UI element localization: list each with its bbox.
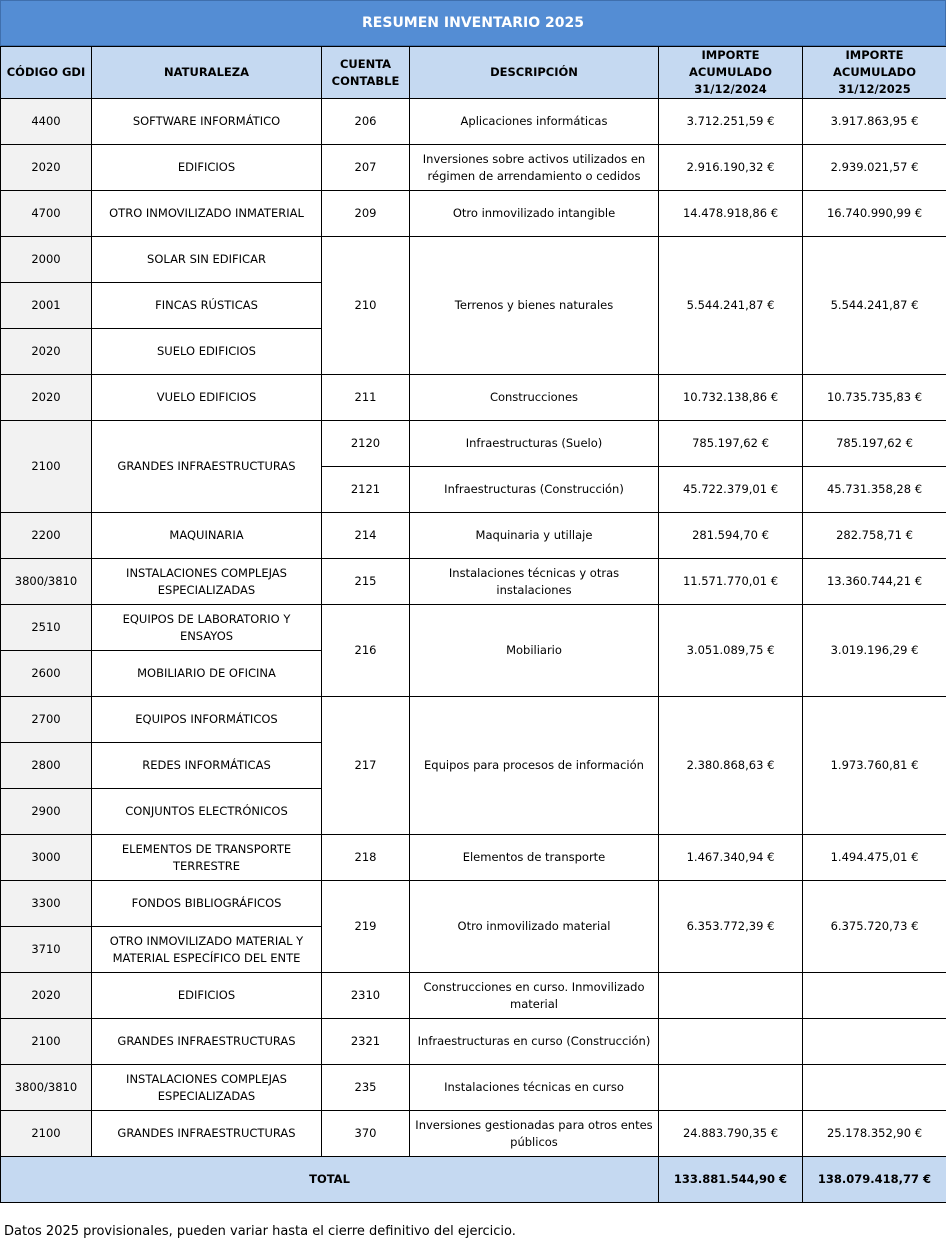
cell-importe-2025: [803, 973, 946, 1019]
cell-naturaleza: GRANDES INFRAESTRUCTURAS: [92, 1019, 322, 1065]
cell-codigo: 2600: [1, 651, 92, 697]
header-descripcion: DESCRIPCIÓN: [410, 47, 659, 99]
table-row: [1, 973, 946, 1019]
cell-importe-2024: 5.544.241,87 €: [659, 237, 803, 375]
total-importe-2025: 138.079.418,77 €: [803, 1157, 946, 1203]
cell-importe-2024: 6.353.772,39 €: [659, 881, 803, 973]
header-row: [1, 47, 946, 99]
cell-naturaleza: OTRO INMOVILIZADO MATERIAL Y MATERIAL ESPECÍFICO DEL ENTE: [92, 927, 322, 973]
cell-importe-2024: 45.722.379,01 €: [659, 467, 803, 513]
table-row: [1, 881, 946, 927]
cell-naturaleza: OTRO INMOVILIZADO INMATERIAL: [92, 191, 322, 237]
cell-importe-2025: 5.544.241,87 €: [803, 237, 946, 375]
cell-importe-2025: 1.973.760,81 €: [803, 697, 946, 835]
cell-descripcion: Equipos para procesos de información: [410, 697, 659, 835]
cell-cuenta: 216: [322, 605, 410, 697]
cell-cuenta: 214: [322, 513, 410, 559]
cell-naturaleza: MAQUINARIA: [92, 513, 322, 559]
cell-importe-2024: 281.594,70 €: [659, 513, 803, 559]
cell-cuenta: 207: [322, 145, 410, 191]
cell-codigo: 3800/3810: [1, 559, 92, 605]
cell-naturaleza: GRANDES INFRAESTRUCTURAS: [92, 1111, 322, 1157]
cell-importe-2024: 1.467.340,94 €: [659, 835, 803, 881]
cell-descripcion: Instalaciones técnicas y otras instalaciones: [410, 559, 659, 605]
cell-naturaleza: EQUIPOS DE LABORATORIO Y ENSAYOS: [92, 605, 322, 651]
cell-naturaleza: EDIFICIOS: [92, 973, 322, 1019]
cell-codigo: 3710: [1, 927, 92, 973]
cell-importe-2025: [803, 1019, 946, 1065]
cell-naturaleza: INSTALACIONES COMPLEJAS ESPECIALIZADAS: [92, 1065, 322, 1111]
cell-descripcion: Otro inmovilizado material: [410, 881, 659, 973]
cell-importe-2024: 14.478.918,86 €: [659, 191, 803, 237]
cell-importe-2024: [659, 973, 803, 1019]
cell-importe-2024: 24.883.790,35 €: [659, 1111, 803, 1157]
cell-descripcion: Terrenos y bienes naturales: [410, 237, 659, 375]
cell-codigo: 2100: [1, 421, 92, 513]
cell-importe-2024: 2.916.190,32 €: [659, 145, 803, 191]
header-importe-2025: IMPORTE ACUMULADO 31/12/2025: [803, 47, 946, 99]
cell-descripcion: Infraestructuras (Construcción): [410, 467, 659, 513]
cell-importe-2025: 3.019.196,29 €: [803, 605, 946, 697]
cell-importe-2025: 10.735.735,83 €: [803, 375, 946, 421]
cell-naturaleza: SOFTWARE INFORMÁTICO: [92, 99, 322, 145]
cell-cuenta: 211: [322, 375, 410, 421]
header-codigo: CÓDIGO GDI: [1, 47, 92, 99]
cell-naturaleza: CONJUNTOS ELECTRÓNICOS: [92, 789, 322, 835]
cell-importe-2024: [659, 1019, 803, 1065]
cell-codigo: 2020: [1, 375, 92, 421]
cell-descripcion: Construcciones: [410, 375, 659, 421]
table-row: [1, 605, 946, 651]
cell-cuenta: 235: [322, 1065, 410, 1111]
cell-importe-2025: [803, 1065, 946, 1111]
cell-importe-2025: 785.197,62 €: [803, 421, 946, 467]
cell-codigo: 2510: [1, 605, 92, 651]
cell-naturaleza: SOLAR SIN EDIFICAR: [92, 237, 322, 283]
cell-importe-2024: 2.380.868,63 €: [659, 697, 803, 835]
cell-descripcion: Otro inmovilizado intangible: [410, 191, 659, 237]
cell-naturaleza: ELEMENTOS DE TRANSPORTE TERRESTRE: [92, 835, 322, 881]
table-row: [1, 1065, 946, 1111]
cell-naturaleza: FINCAS RÚSTICAS: [92, 283, 322, 329]
cell-codigo: 2000: [1, 237, 92, 283]
table-row: [1, 1019, 946, 1065]
cell-codigo: 4700: [1, 191, 92, 237]
cell-importe-2024: 3.712.251,59 €: [659, 99, 803, 145]
cell-importe-2025: 25.178.352,90 €: [803, 1111, 946, 1157]
cell-importe-2025: 16.740.990,99 €: [803, 191, 946, 237]
header-naturaleza: NATURALEZA: [92, 47, 322, 99]
cell-importe-2025: 282.758,71 €: [803, 513, 946, 559]
cell-importe-2025: 2.939.021,57 €: [803, 145, 946, 191]
cell-importe-2025: 45.731.358,28 €: [803, 467, 946, 513]
table-row: [1, 237, 946, 283]
cell-codigo: 2100: [1, 1111, 92, 1157]
cell-codigo: 3300: [1, 881, 92, 927]
cell-codigo: 2200: [1, 513, 92, 559]
cell-codigo: 2100: [1, 1019, 92, 1065]
cell-naturaleza: EQUIPOS INFORMÁTICOS: [92, 697, 322, 743]
cell-codigo: 3000: [1, 835, 92, 881]
cell-importe-2025: 13.360.744,21 €: [803, 559, 946, 605]
cell-cuenta: 2321: [322, 1019, 410, 1065]
cell-descripcion: Construcciones en curso. Inmovilizado material: [410, 973, 659, 1019]
cell-cuenta: 215: [322, 559, 410, 605]
cell-cuenta: 210: [322, 237, 410, 375]
cell-descripcion: Infraestructuras (Suelo): [410, 421, 659, 467]
header-cuenta: CUENTA CONTABLE: [322, 47, 410, 99]
cell-naturaleza: REDES INFORMÁTICAS: [92, 743, 322, 789]
cell-naturaleza: GRANDES INFRAESTRUCTURAS: [92, 421, 322, 513]
cell-naturaleza: INSTALACIONES COMPLEJAS ESPECIALIZADAS: [92, 559, 322, 605]
cell-codigo: 2020: [1, 329, 92, 375]
cell-naturaleza: VUELO EDIFICIOS: [92, 375, 322, 421]
cell-descripcion: Aplicaciones informáticas: [410, 99, 659, 145]
cell-cuenta: 2310: [322, 973, 410, 1019]
table-row: [1, 513, 946, 559]
table-row: [1, 697, 946, 743]
table-row: [1, 145, 946, 191]
cell-codigo: 2020: [1, 973, 92, 1019]
cell-codigo: 2700: [1, 697, 92, 743]
table-row: [1, 835, 946, 881]
cell-codigo: 3800/3810: [1, 1065, 92, 1111]
cell-importe-2024: 3.051.089,75 €: [659, 605, 803, 697]
cell-descripcion: Instalaciones técnicas en curso: [410, 1065, 659, 1111]
cell-naturaleza: MOBILIARIO DE OFICINA: [92, 651, 322, 697]
cell-descripcion: Elementos de transporte: [410, 835, 659, 881]
cell-importe-2024: 11.571.770,01 €: [659, 559, 803, 605]
total-importe-2024: 133.881.544,90 €: [659, 1157, 803, 1203]
header-importe-2024: IMPORTE ACUMULADO 31/12/2024: [659, 47, 803, 99]
cell-codigo: 2900: [1, 789, 92, 835]
cell-codigo: 4400: [1, 99, 92, 145]
cell-cuenta: 2120: [322, 421, 410, 467]
cell-codigo: 2800: [1, 743, 92, 789]
cell-descripcion: Maquinaria y utillaje: [410, 513, 659, 559]
cell-cuenta: 370: [322, 1111, 410, 1157]
total-row: [1, 1157, 946, 1203]
footnote: Datos 2025 provisionales, pueden variar hasta el cierre definitivo del ejercicio.: [4, 1224, 516, 1239]
inventory-table: [0, 46, 946, 1203]
cell-descripcion: Inversiones sobre activos utilizados en régimen de arrendamiento o cedidos: [410, 145, 659, 191]
cell-naturaleza: SUELO EDIFICIOS: [92, 329, 322, 375]
table-title: RESUMEN INVENTARIO 2025: [0, 0, 946, 46]
cell-cuenta: 217: [322, 697, 410, 835]
cell-cuenta: 2121: [322, 467, 410, 513]
cell-cuenta: 209: [322, 191, 410, 237]
cell-naturaleza: FONDOS BIBLIOGRÁFICOS: [92, 881, 322, 927]
table-row: [1, 559, 946, 605]
table-row: [1, 99, 946, 145]
cell-codigo: 2020: [1, 145, 92, 191]
cell-descripcion: Mobiliario: [410, 605, 659, 697]
cell-importe-2025: 1.494.475,01 €: [803, 835, 946, 881]
cell-importe-2024: 785.197,62 €: [659, 421, 803, 467]
table-row: [1, 191, 946, 237]
cell-naturaleza: EDIFICIOS: [92, 145, 322, 191]
cell-cuenta: 218: [322, 835, 410, 881]
cell-importe-2025: 3.917.863,95 €: [803, 99, 946, 145]
cell-importe-2024: [659, 1065, 803, 1111]
cell-importe-2024: 10.732.138,86 €: [659, 375, 803, 421]
cell-cuenta: 206: [322, 99, 410, 145]
total-label: TOTAL: [1, 1157, 659, 1203]
cell-cuenta: 219: [322, 881, 410, 973]
cell-descripcion: Infraestructuras en curso (Construcción): [410, 1019, 659, 1065]
cell-descripcion: Inversiones gestionadas para otros entes públicos: [410, 1111, 659, 1157]
cell-importe-2025: 6.375.720,73 €: [803, 881, 946, 973]
table-row: [1, 421, 946, 467]
cell-codigo: 2001: [1, 283, 92, 329]
table-row: [1, 375, 946, 421]
table-row: [1, 1111, 946, 1157]
